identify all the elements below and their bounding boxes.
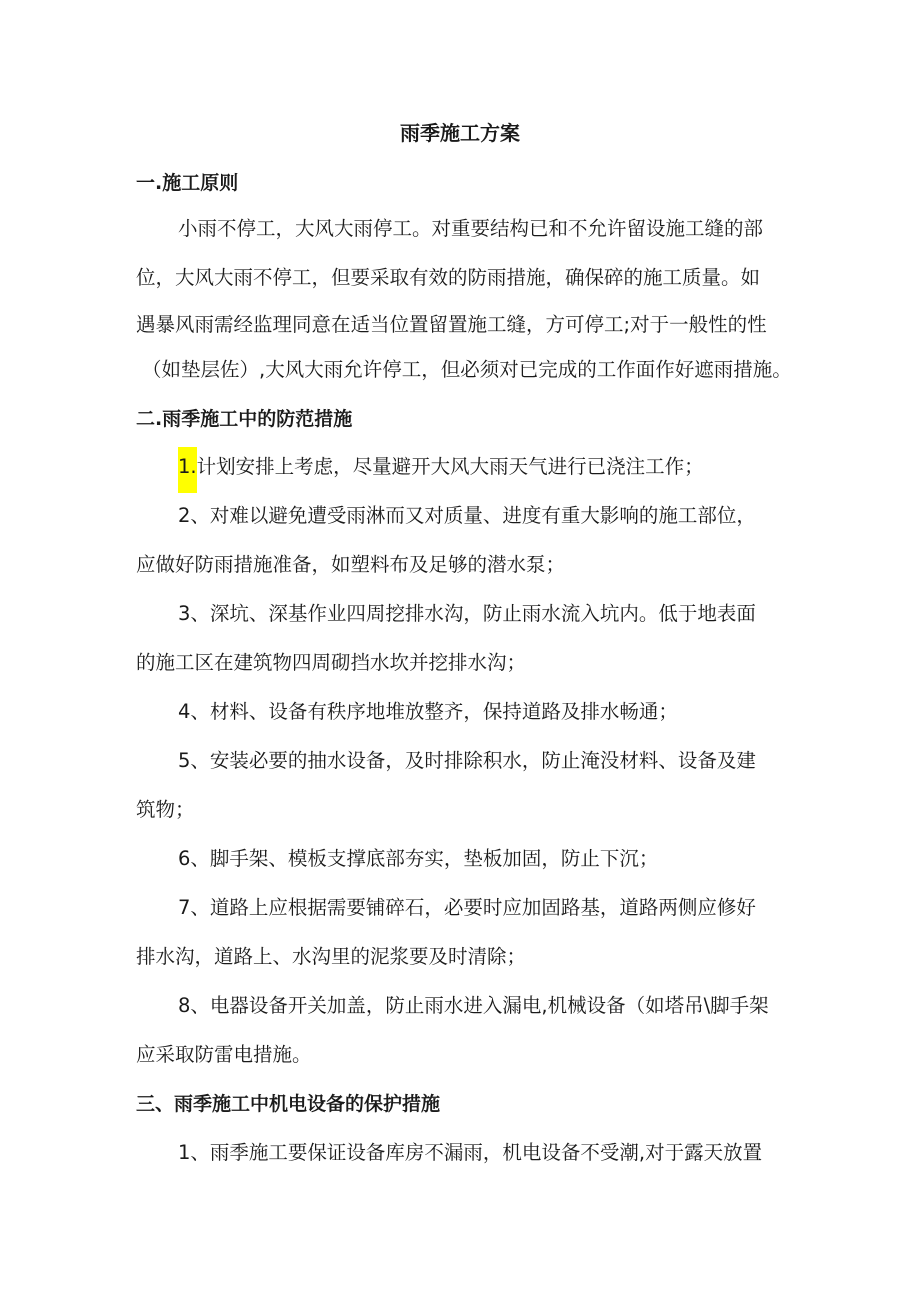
list-item-line: 6、脚手架、模板支撑底部夯实，垫板加固，防止下沉； (178, 847, 659, 870)
paragraph-line: 小雨不停工，大风大雨停工。对重要结构已和不允许留设施工缝的部 (178, 217, 764, 240)
list-item-line: 应做好防雨措施准备，如塑料布及足够的潜水泵； (136, 553, 566, 576)
section-heading-equipment-protection: 三、雨季施工中机电设备的保护措施 (136, 1093, 441, 1115)
list-item-line: 2、对难以避免遭受雨淋而又对质量、进度有重大影响的施工部位， (178, 504, 756, 527)
highlighted-item-number: 1. (178, 447, 197, 493)
list-item-line: 1、雨季施工要保证设备库房不漏雨，机电设备不受潮,对于露天放置 (178, 1141, 763, 1164)
list-item-line: 5、安装必要的抽水设备，及时排除积水，防止淹没材料、设备及建 (178, 749, 756, 772)
list-item-line: 应采取防雷电措施。 (136, 1043, 312, 1066)
list-item-line: 3、深坑、深基作业四周挖排水沟，防止雨水流入坑内。低于地表面 (178, 602, 756, 625)
paragraph-line: （如垫层佐）,大风大雨允许停工，但必须对已完成的工作面作好遮雨措施。 (142, 358, 792, 381)
list-item-line: 排水沟，道路上、水沟里的泥浆要及时清除； (136, 945, 527, 968)
document-title: 雨季施工方案 (400, 121, 520, 145)
list-item (178, 452, 704, 482)
paragraph-line: 位，大风大雨不停工，但要采取有效的防雨措施，确保碎的施工质量。如 (136, 266, 761, 289)
list-item-line: 8、电器设备开关加盖，防止雨水进入漏电,机械设备（如塔吊\脚手架 (178, 994, 769, 1017)
section-heading-principles: 一.施工原则 (136, 172, 239, 194)
list-item-line: 7、道路上应根据需要铺碎石，必要时应加固路基，道路两侧应修好 (178, 896, 756, 919)
list-item-line: 的施工区在建筑物四周砌挡水坎并挖排水沟； (136, 651, 527, 674)
list-item-line: 筑物； (136, 798, 195, 821)
section-heading-precautions: 二.雨季施工中的防范措施 (136, 408, 353, 430)
paragraph-line: 遇暴风雨需经监理同意在适当位置留置施工缝，方可停工;对于一般性的性 (136, 313, 767, 336)
list-item-line: 4、材料、设备有秩序地堆放整齐，保持道路及排水畅通； (178, 700, 678, 723)
list-item-text: 计划安排上考虑，尽量避开大风大雨天气进行已浇注工作； (196, 455, 704, 478)
